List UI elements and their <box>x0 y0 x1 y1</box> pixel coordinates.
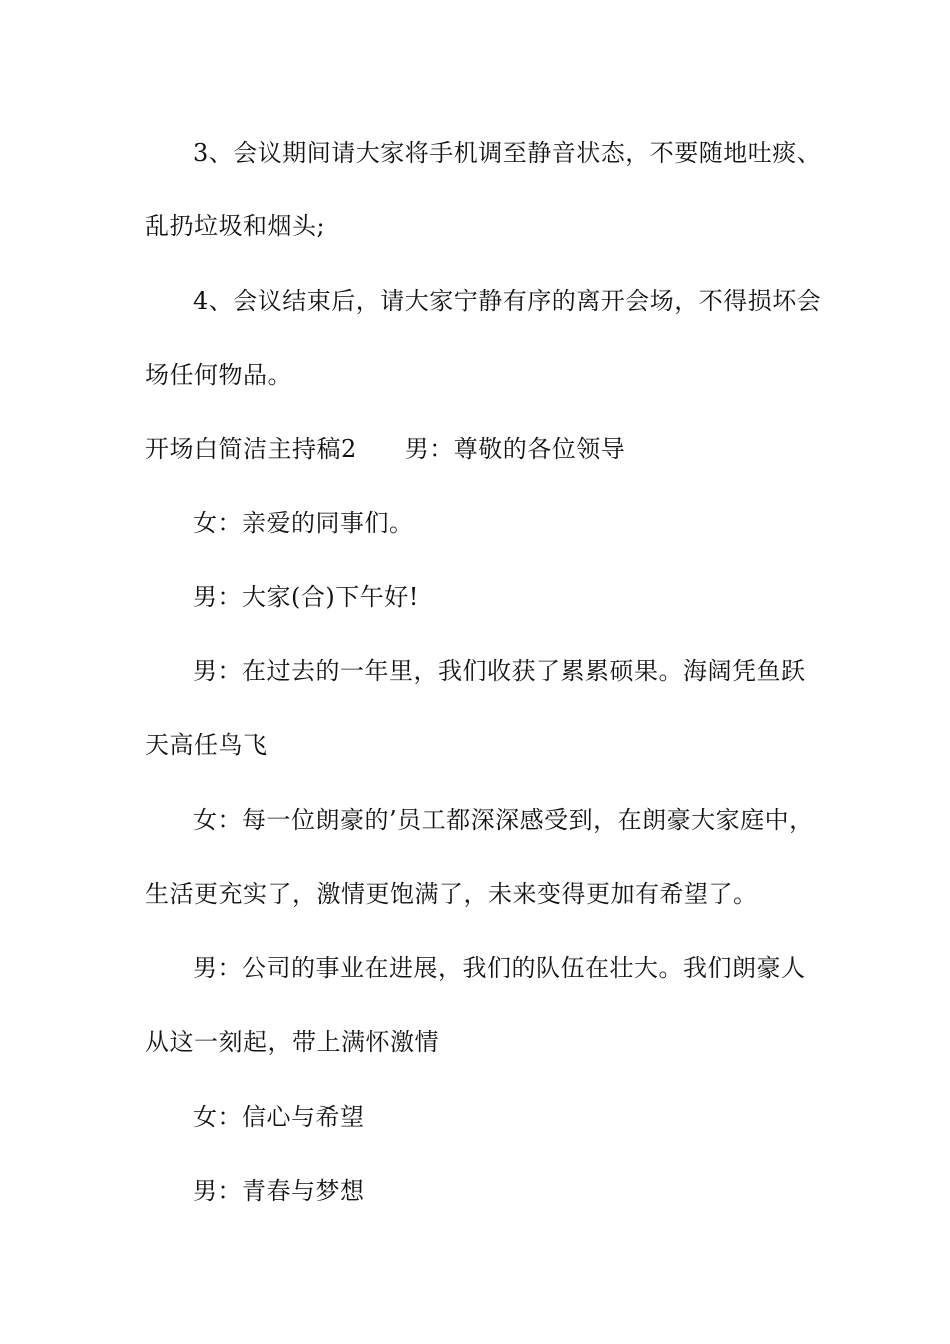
paragraph-line: 3、会议期间请大家将手机调至静音状态，不要随地吐痰、 <box>193 139 822 167</box>
dialogue-line: 女：亲爱的同事们。 <box>193 509 414 537</box>
section-title: 开场白简洁主持稿2 <box>145 435 357 463</box>
dialogue-line: 男：在过去的一年里，我们收获了累累硕果。海阔凭鱼跃 <box>193 657 806 685</box>
dialogue-line: 男：大家(合)下午好! <box>193 583 419 611</box>
paragraph-line: 4、会议结束后，请大家宁静有序的离开会场，不得损坏会 <box>193 287 822 315</box>
dialogue-line: 男：青春与梦想 <box>193 1177 365 1205</box>
section-heading <box>145 434 625 464</box>
section-opening-line: 男：尊敬的各位领导 <box>404 435 626 463</box>
dialogue-line: 天高任鸟飞 <box>145 731 268 759</box>
dialogue-line: 从这一刻起，带上满怀激情 <box>145 1028 439 1056</box>
dialogue-line: 女：信心与希望 <box>193 1103 365 1131</box>
paragraph-line: 乱扔垃圾和烟头; <box>145 212 326 240</box>
dialogue-line: 男：公司的事业在进展，我们的队伍在壮大。我们朗豪人 <box>193 954 806 982</box>
paragraph-line: 场任何物品。 <box>145 361 292 389</box>
dialogue-line: 生活更充实了，激情更饱满了，未来变得更加有希望了。 <box>145 880 758 908</box>
dialogue-line: 女：每一位朗豪的’员工都深深感受到，在朗豪大家庭中， <box>193 806 814 834</box>
